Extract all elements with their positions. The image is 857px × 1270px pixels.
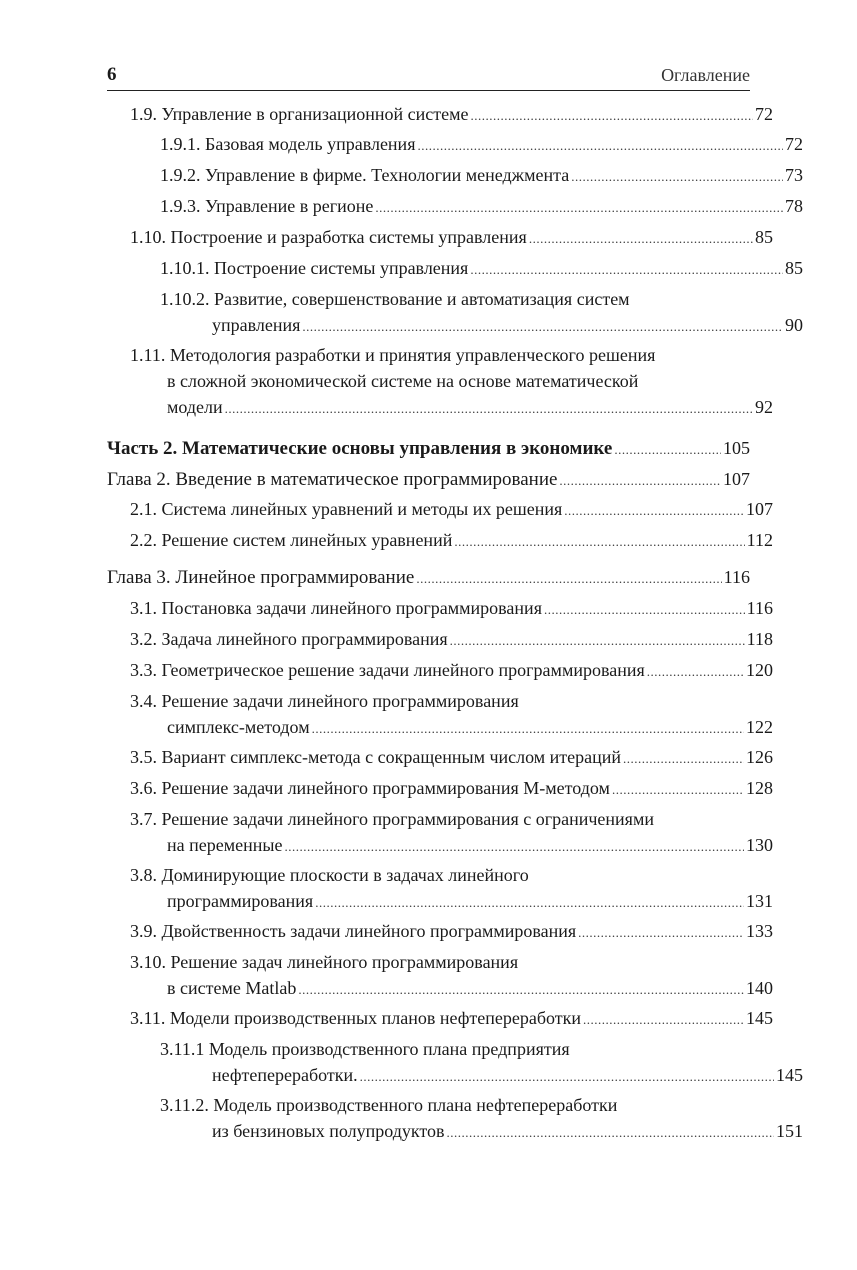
leader-dots: [315, 890, 744, 916]
toc-entry-page: 72: [755, 104, 773, 124]
leader-dots: [375, 195, 783, 221]
toc-entry-1-10[interactable]: [107, 224, 773, 252]
toc-entry-title-line: 3.8. Доминирующие плоскости в задачах линейного: [130, 865, 529, 885]
toc-entry-title: нефтепереработки.: [212, 1065, 358, 1085]
leader-dots: [447, 1120, 774, 1146]
toc-entry-3-11-1[interactable]: [107, 1036, 803, 1090]
leader-dots: [623, 746, 744, 772]
toc-entry-1-11[interactable]: [107, 342, 773, 422]
toc-entry-page: 72: [785, 134, 803, 154]
toc-chapter-3[interactable]: [107, 564, 750, 592]
leader-dots: [454, 529, 744, 555]
toc-entry-title-line: 3.4. Решение задачи линейного программирования: [130, 691, 519, 711]
leader-dots: [571, 164, 783, 190]
toc-entry-title: 2.2. Решение систем линейных уравнений: [130, 530, 453, 550]
toc-entry-title: 2.1. Система линейных уравнений и методы их решения: [130, 499, 563, 519]
leader-dots: [614, 437, 721, 463]
leader-dots: [450, 628, 745, 654]
toc-entry-title: в системе Matlab: [167, 978, 297, 998]
toc-entry-title-line: в сложной экономической системе на основе математической: [167, 371, 639, 391]
leader-dots: [416, 566, 721, 592]
toc-entry-page: 116: [746, 598, 773, 618]
leader-dots: [470, 257, 783, 283]
toc-entry-page: 145: [776, 1065, 803, 1085]
toc-entry-page: 90: [785, 315, 803, 335]
toc-entry-page: 78: [785, 196, 803, 216]
toc-entry-1-9-3[interactable]: [107, 193, 803, 221]
toc-entry-page: 118: [746, 629, 773, 649]
toc-entry-title-line: 3.10. Решение задач линейного программирования: [130, 952, 519, 972]
toc-entry-page: 105: [723, 438, 750, 458]
leader-dots: [647, 659, 744, 685]
leader-dots: [360, 1064, 774, 1090]
toc-entry-3-9[interactable]: [107, 918, 773, 946]
toc-entry-title: 3.11. Модели производственных планов нефтепереработки: [130, 1008, 581, 1028]
toc-chapter-2[interactable]: [107, 466, 750, 494]
leader-dots: [302, 314, 783, 340]
toc-entry-title: 1.9. Управление в организационной системе: [130, 104, 469, 124]
toc-entry-title: 1.10. Построение и разработка системы управления: [130, 227, 527, 247]
toc-entry-page: 140: [746, 978, 773, 998]
leader-dots: [298, 977, 744, 1003]
toc-entry-title: из бензиновых полупродуктов: [212, 1121, 445, 1141]
leader-dots: [583, 1007, 744, 1033]
toc-entry-page: 131: [746, 891, 773, 911]
toc-entry-page: 128: [746, 778, 773, 798]
toc-entry-page: 116: [723, 567, 750, 587]
toc-entry-title: 3.6. Решение задачи линейного программирования М-методом: [130, 778, 610, 798]
toc-entry-title-line: 1.11. Методология разработки и принятия управленческого решения: [130, 345, 656, 365]
toc-entry-3-7[interactable]: [107, 806, 773, 860]
toc-entry-page: 85: [755, 227, 773, 247]
leader-dots: [312, 716, 744, 742]
toc-entry-2-2[interactable]: [107, 527, 773, 555]
toc-entry-title: 1.9.3. Управление в регионе: [160, 196, 374, 216]
toc-entry-3-1[interactable]: [107, 595, 773, 623]
toc-entry-3-8[interactable]: [107, 862, 773, 916]
toc-entry-3-11[interactable]: [107, 1005, 773, 1033]
toc-entry-page: 107: [746, 499, 773, 519]
toc-entry-3-2[interactable]: [107, 626, 773, 654]
leader-dots: [612, 777, 744, 803]
leader-dots: [225, 396, 753, 422]
leader-dots: [544, 597, 745, 623]
leader-dots: [417, 133, 783, 159]
toc-entry-3-11-2[interactable]: [107, 1092, 803, 1146]
toc-part-2[interactable]: [107, 435, 750, 463]
toc-entry-page: 73: [785, 165, 803, 185]
toc-entry-page: 130: [746, 835, 773, 855]
toc-entry-title: Часть 2. Математические основы управления в экономике: [107, 438, 613, 459]
toc-entry-title: 1.9.1. Базовая модель управления: [160, 134, 416, 154]
toc-entry-1-9-2[interactable]: [107, 162, 803, 190]
leader-dots: [284, 834, 744, 860]
toc-entry-title: 1.9.2. Управление в фирме. Технологии менеджмента: [160, 165, 570, 185]
toc-entry-title: 3.2. Задача линейного программирования: [130, 629, 448, 649]
toc-entry-title: симплекс-методом: [167, 717, 310, 737]
leader-dots: [529, 226, 753, 252]
running-title: Оглавление: [661, 65, 750, 85]
toc-entry-title: модели: [167, 397, 223, 417]
leader-dots: [564, 498, 744, 524]
toc-entry-2-1[interactable]: [107, 496, 773, 524]
toc-entry-page: 107: [723, 469, 750, 489]
toc-entry-page: 122: [746, 717, 773, 737]
toc-entry-1-9-1[interactable]: [107, 131, 803, 159]
toc-entry-3-5[interactable]: [107, 744, 773, 772]
toc-entry-title: 3.5. Вариант симплекс-метода с сокращенным числом итераций: [130, 747, 622, 767]
toc-entry-title-line: 3.11.2. Модель производственного плана нефтепереработки: [160, 1095, 618, 1115]
toc-entry-1-10-2[interactable]: [107, 286, 803, 340]
toc-entry-title: 3.3. Геометрическое решение задачи линейного программирования: [130, 660, 645, 680]
toc-entry-page: 126: [746, 747, 773, 767]
toc-entry-page: 145: [746, 1008, 773, 1028]
toc-entry-3-6[interactable]: [107, 775, 773, 803]
toc-entry-title: Глава 2. Введение в математическое программирование: [107, 469, 558, 490]
toc-entry-title: 1.10.1. Построение системы управления: [160, 258, 469, 278]
toc-entry-1-10-1[interactable]: [107, 255, 803, 283]
toc-entry-title-line: 3.11.1 Модель производственного плана предприятия: [160, 1039, 570, 1059]
toc-entry-page: 92: [755, 397, 773, 417]
toc-entry-page: 151: [776, 1121, 803, 1141]
toc-entry-title-line: 1.10.2. Развитие, совершенствование и автоматизация систем: [160, 289, 630, 309]
toc-entry-3-10[interactable]: [107, 949, 773, 1003]
toc-entry-title: на переменные: [167, 835, 283, 855]
toc-entry-title: Глава 3. Линейное программирование: [107, 567, 415, 588]
leader-dots: [559, 468, 721, 494]
leader-dots: [471, 103, 753, 129]
toc-entry-title: программирования: [167, 891, 314, 911]
page-header: [107, 64, 750, 91]
toc-entry-3-3[interactable]: [107, 657, 773, 685]
page-number: 6: [107, 64, 117, 85]
toc-entry-page: 133: [746, 921, 773, 941]
toc-entry-title-line: 3.7. Решение задачи линейного программирования с ограничениями: [130, 809, 654, 829]
toc-entry-title: управления: [212, 315, 301, 335]
toc-entry-page: 85: [785, 258, 803, 278]
toc-entry-page: 112: [746, 530, 773, 550]
toc-entry-title: 3.9. Двойственность задачи линейного программирования: [130, 921, 577, 941]
toc-entry-1-9[interactable]: [107, 101, 773, 129]
toc-entry-title: 3.1. Постановка задачи линейного программирования: [130, 598, 542, 618]
toc-entry-page: 120: [746, 660, 773, 680]
leader-dots: [578, 920, 744, 946]
toc-entry-3-4[interactable]: [107, 688, 773, 742]
